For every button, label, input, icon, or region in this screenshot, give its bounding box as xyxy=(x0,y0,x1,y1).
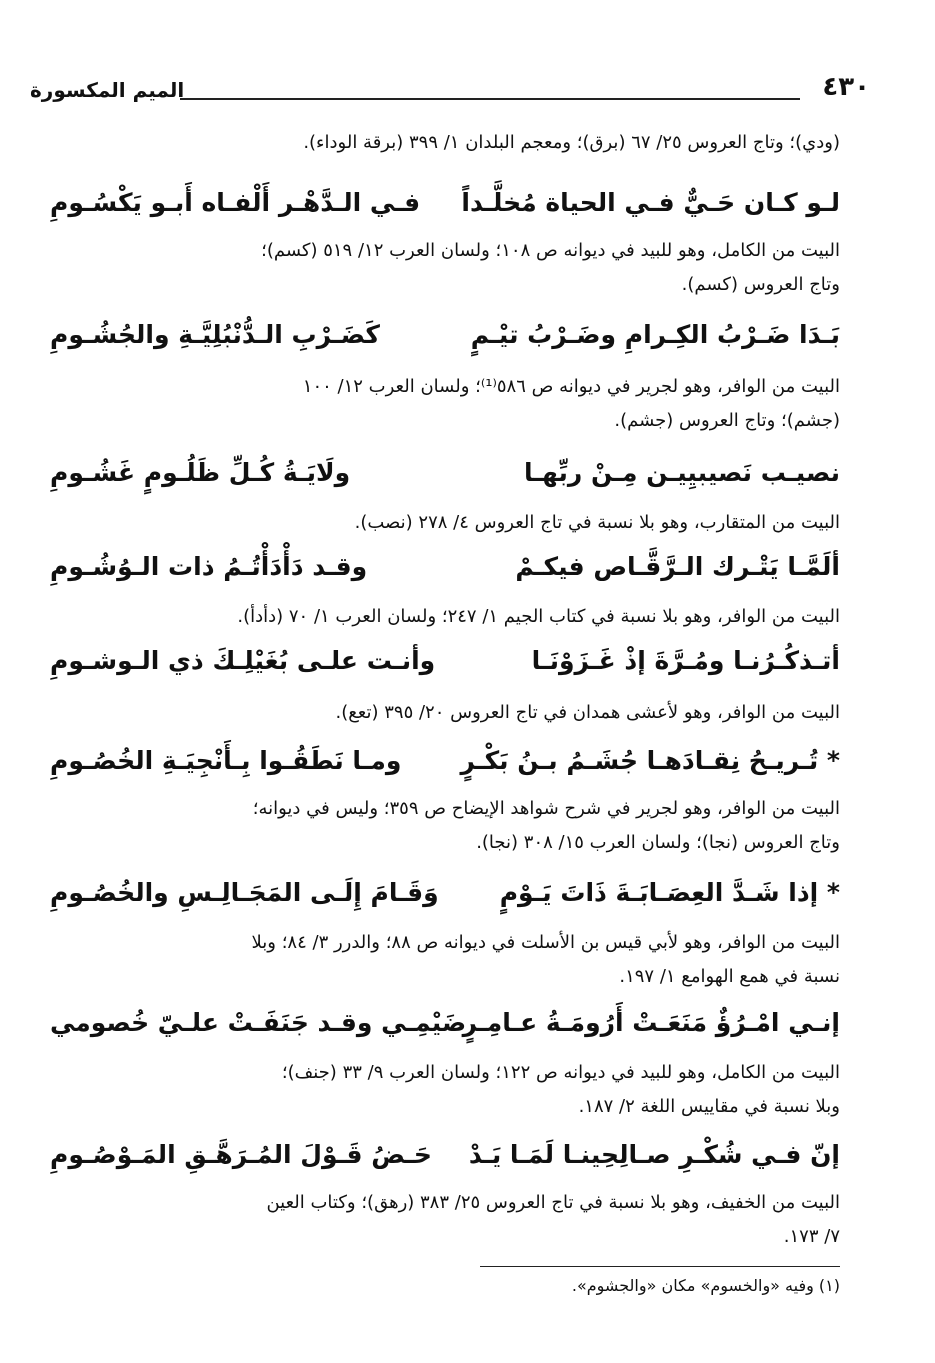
verse-line xyxy=(50,552,840,602)
note-line: البيت من الوافر، وهو لأبي قيس بن الأسلت في ديوانه ص ٨٨؛ والدرر ٣/ ٨٤؛ وبلا xyxy=(251,932,840,953)
note-block xyxy=(50,926,840,994)
note-block xyxy=(50,1186,840,1254)
note-line: البيت من الوافر، وهو لجرير في شرح شواهد الإيضاح ص ٣٥٩؛ وليس في ديوانه؛ xyxy=(252,798,840,819)
verse-second-hemistich: فـي الـدَّهْـر أَلْفـاه أَبـو يَكْسُـومِ xyxy=(50,188,421,217)
verse-second-hemistich: وَقَـامَ إِلَـى المَجَـالِـسِ والخُصُـومِ xyxy=(50,878,439,907)
verse-second-hemistich: ولَايَـةُ كُـلِّ ظَلُـومٍ غَشُـومِ xyxy=(50,458,351,487)
note-block xyxy=(50,506,840,540)
verse-second-hemistich: كَضَـرْبِ الـدُّنْبُلِيَّـةِ والجُشُـومِ xyxy=(50,320,380,349)
note-line: البيت من الخفيف، وهو بلا نسبة في تاج العروس ٢٥/ ٣٨٣ (رهق)؛ وكتاب العين xyxy=(266,1192,840,1213)
note-line: البيت من الوافر، وهو بلا نسبة في كتاب الجيم ١/ ٢٤٧؛ ولسان العرب ١/ ٧٠ (دأدأ). xyxy=(237,606,840,627)
verse-first-hemistich: لـو كـان حَـيٌّ فـي الحياة مُخلَّـداً xyxy=(461,188,840,217)
note-block xyxy=(50,1056,840,1124)
verse-first-hemistich: إنّ فـي شُكْـرِ صـالِحِينـا لَمَـا يَـدْ xyxy=(468,1140,840,1169)
verse-line xyxy=(50,646,840,696)
note-line: نسبة في همع الهوامع ١/ ١٩٧. xyxy=(619,966,840,987)
note-block xyxy=(50,696,840,730)
header-rule xyxy=(180,98,800,100)
note-line: البيت من المتقارب، وهو بلا نسبة في تاج العروس ٤/ ٢٧٨ (نصب). xyxy=(354,512,840,533)
verse-first-hemistich: * إذا شَـدَّ العِصَـابَـةَ ذَاتَ يَـوْمٍ xyxy=(499,878,840,907)
note-block xyxy=(50,234,840,302)
footnote-rule xyxy=(480,1266,840,1267)
verse-line xyxy=(50,458,840,508)
verse-second-hemistich: ضَيْمِـي وقـد جَنَفَـتْ علـيّ خُصومي xyxy=(50,1008,467,1037)
verse-second-hemistich: ومـا نَطَقُـوا بِـأَنْجِيَـةِ الخُصُـومِ xyxy=(50,746,402,775)
verse-line xyxy=(50,1140,840,1190)
verse-first-hemistich: * تُـريـحُ نِقـادَهـا جُشَـمُ بـنُ بَكْـرٍ xyxy=(460,746,840,775)
note-line: وبلا نسبة في مقاييس اللغة ٢/ ١٨٧. xyxy=(578,1096,840,1117)
note-line: (جشم)؛ وتاج العروس (جشم). xyxy=(614,410,840,431)
note-line: البيت من الكامل، وهو للبيد في ديوانه ص ١٠٨؛ ولسان العرب ١٢/ ٥١٩ (كسم)؛ xyxy=(261,240,840,261)
note-line: وتاج العروس (نجا)؛ ولسان العرب ١٥/ ٣٠٨ (نجا). xyxy=(476,832,840,853)
verse-second-hemistich: حَـضُ قَـوْلَ المُـرَهَّـقِ المَـوْصُـومِ xyxy=(50,1140,432,1169)
verse-second-hemistich: وقـد دَأْدَأْتُـمُ ذات الـوُشُـومِ xyxy=(50,552,368,581)
page-number: ٤٣٠ xyxy=(822,72,870,102)
note-line: ٧/ ١٧٣. xyxy=(783,1226,840,1247)
note-line: وتاج العروس (كسم). xyxy=(681,274,840,295)
verse-first-hemistich: بَـدَا ضَـرْبُ الكِـرامِ وضَـرْبُ تيْـمٍ xyxy=(470,320,840,349)
verse-second-hemistich: وأنـت علـى بُغَيْلِـكَ ذي الـوشـومِ xyxy=(50,646,436,675)
verse-line xyxy=(50,1008,840,1058)
page-header xyxy=(30,72,870,112)
verse-first-hemistich: ألَمَّـا يَتْـرك الـرَّقَّـاص فيكـمْ xyxy=(515,552,840,581)
verse-first-hemistich: إنـي امْـرُؤٌ مَنَعَـتْ أَرُومَـةُ عـامِـرٍ xyxy=(462,1008,840,1037)
note-line: البيت من الوافر، وهو لجرير في ديوانه ص ٥٨٦⁽¹⁾؛ ولسان العرب ١٢/ ١٠٠ xyxy=(302,376,840,397)
note-block xyxy=(50,126,840,160)
verse-line xyxy=(50,746,840,796)
header-title: الميم المكسورة xyxy=(30,78,185,102)
note-block xyxy=(50,370,840,438)
verse-line xyxy=(50,320,840,370)
note-line: البيت من الكامل، وهو للبيد في ديوانه ص ١٢٢؛ ولسان العرب ٩/ ٣٣ (جنف)؛ xyxy=(281,1062,840,1083)
note-block xyxy=(50,792,840,860)
verse-line xyxy=(50,878,840,928)
footnote: (١) وفيه «والخسوم» مكان «والجشوم». xyxy=(571,1276,840,1295)
note-line: البيت من الوافر، وهو لأعشى همدان في تاج العروس ٢٠/ ٣٩٥ (تعع). xyxy=(335,702,840,723)
verse-line xyxy=(50,188,840,238)
note-line: (ودي)؛ وتاج العروس ٢٥/ ٦٧ (برق)؛ ومعجم البلدان ١/ ٣٩٩ (برقة الوداء). xyxy=(303,132,840,153)
note-block xyxy=(50,600,840,634)
verse-first-hemistich: نصيـب نَصيبيِيـن مِـنْ ربِّهـا xyxy=(524,458,840,487)
verse-first-hemistich: أتـذكُـرُنـا ومُـرَّةَ إذْ غَـزَوْنَـا xyxy=(531,646,840,675)
